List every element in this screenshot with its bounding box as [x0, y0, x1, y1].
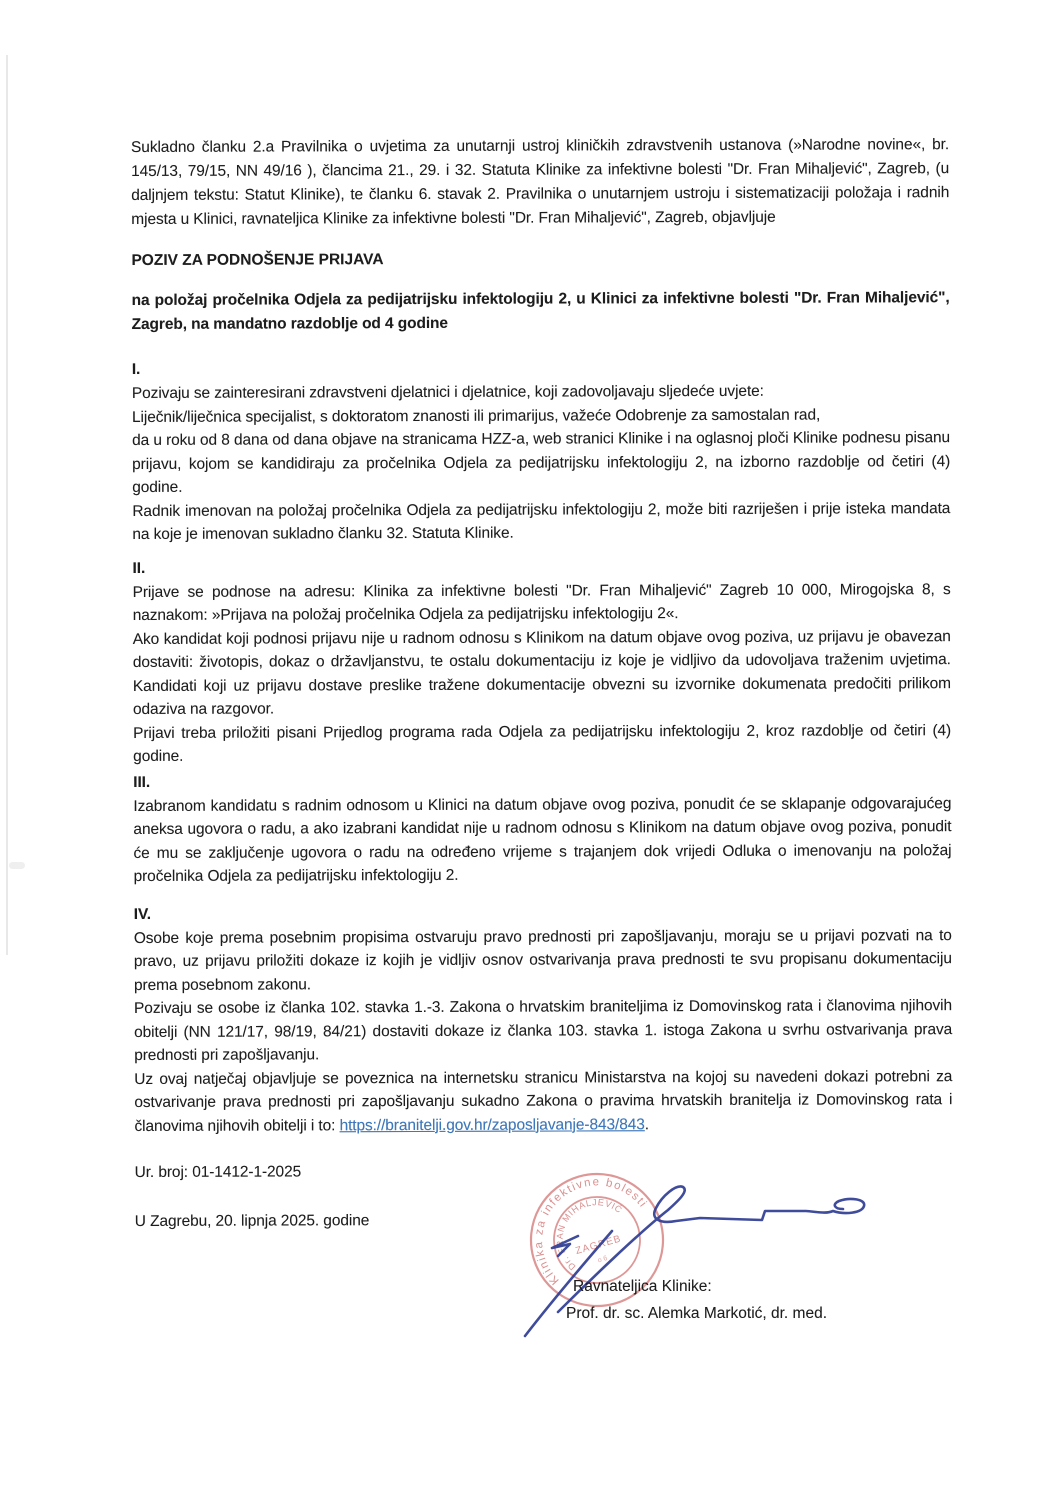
place-and-date: U Zagrebu, 20. lipnja 2025. godine [134, 1212, 370, 1230]
branitelji-hyperlink[interactable]: https://branitelji.gov.hr/zaposljavanje-843/843 [339, 1115, 645, 1134]
signature-name: Prof. dr. sc. Alemka Markotić, dr. med. [566, 1305, 828, 1322]
section-2-number: II. [132, 559, 146, 577]
reference-number: Ur. broj: 01-1412-1-2025 [134, 1163, 302, 1181]
section-1 [132, 355, 951, 546]
section-2-paragraph: Prijave se podnose na adresu: Klinika za infektivne bolesti "Dr. Fran Mihaljević" Zagreb 10 000, Mirogojska 8, s naznakom: »Prijava na položaj pročelnika Odjela za pedijatrijsku infektologiju 2«. [132, 580, 951, 624]
section-2-paragraph: Prijavi treba priložiti pisani Prijedlog programa rada Odjela za pedijatrijsku infektologiju 2, kroz razdoblje od četiri (4) godine. [133, 721, 952, 765]
document-title: POZIV ZA PODNOŠENJE PRIJAVA [131, 251, 384, 269]
stamp-inner-ring-text: Dr. FRAN MIHALJEVIĆ [554, 1197, 625, 1273]
link-paragraph-suffix: . [644, 1115, 649, 1133]
section-1-number: I. [131, 360, 141, 378]
section-2-paragraph: Ako kandidat koji podnosi prijavu nije u radnom odnosu s Klinikom na datum objave ovog poziva, uz prijavu je obavezan dostaviti: životopis, dokaz o državljanstvu, te ostalu dokumentaciju iz koje je vidljivo da udovoljava traženim uvjetima. Kandidati koji uz prijavu dostave preslike tražene dokumentacije obvezni su izvornike dokumenata predočiti prilikom odaziva na razgovor. [132, 627, 951, 718]
section-4-number: IV. [133, 905, 151, 923]
section-4-paragraph: Osobe koje prema posebnim propisima ostvaruju pravo prednosti pri zapošljavanju, moraju se u prijavi pozvati na to pravo, uz prijavu priložiti dokaze iz kojih je vidljiv osnov ostvarivanja prava prednosti te svu propisanu dokumentaciju prema posebnom zakonu. [133, 926, 952, 994]
stamp-ring-text: Klinika za infektivne bolesti [532, 1176, 650, 1287]
stamp-center-text: ZAGREB [574, 1233, 623, 1258]
section-1-paragraph: da u roku od 8 dana od dana objave na stranicama HZZ-a, web stranici Klinike i na oglasnoj ploči Klinike podnesu pisanu prijavu, kojom se kandidiraju za pročelnika Odjela za pedijatrijsku infektologiju 2, na izborno razdoblje od četiri (4) godine. [132, 429, 951, 496]
document-body [131, 133, 953, 1234]
section-4 [134, 900, 953, 1138]
section-3-paragraph: Izabranom kandidatu s radnim odnosom u Klinici na datum objave ovog poziva, ponudit će se sklapanje odgovarajućeg aneksa ugovora o radu, a ako izabrani kandidat nije u radnom odnosu s Klinikom na datum objave ovog poziva, ponudit će mu se zaključenje ugovora o radu na određeno vrijeme s trajanjem dok vrijedi Odluka o imenovanju na položaj pročelnika Odjela za pedijatrijsku infektologiju 2. [133, 794, 952, 885]
section-3 [133, 768, 951, 889]
section-4-paragraph: Pozivaju se osobe iz članka 102. stavka 1.-3. Zakona o hrvatskim braniteljima iz Domovinskog rata i članovima njihovih obitelji (NN 121/17, 98/19, 84/21) dostaviti dokaze iz članka 103. stavka 1. istoga Zakona u svrhu ostvarivanja prava prednosti pri zapošljavanju. [134, 997, 953, 1064]
scan-artifact-smudge [9, 862, 25, 869]
signature-role: Ravnateljica Klinike: [573, 1278, 712, 1295]
scan-artifact-line [6, 55, 8, 955]
position-subtitle: na položaj pročelnika Odjela za pedijatrijsku infektologiju 2, u Klinici za infektivne bolesti "Dr. Fran Mihaljević", Zagreb, na mandatno razdoblje od 4 godine [131, 289, 950, 333]
section-1-paragraph: Pozivaju se zainteresirani zdravstveni djelatnici i djelatnice, koji zadovoljavaju sljedeće uvjete: [131, 382, 764, 402]
section-2 [132, 554, 951, 769]
stamp-number-mark: o 6 [597, 1254, 609, 1265]
link-paragraph-prefix: Uz ovaj natječaj objavljuje se poveznica na internetsku stranicu Ministarstva na kojoj su navedeni dokazi potrebni za ostvarivanje prava prednosti pri zapošljavanju sukadno Zakona o pravima hrvatskih branitelja iz Domovinskog rata i članovima njihovih obitelji i to: [134, 1067, 953, 1135]
section-1-paragraph: Radnik imenovan na položaj pročelnika Odjela za pedijatrijsku infektologiju 2, može biti razriješen i prije isteka mandata na koje je imenovan sukladno članku 32. Statuta Klinike. [132, 499, 951, 543]
section-1-paragraph: Liječnik/liječnica specijalist, s doktoratom znanosti ili primarijus, važeće Odobrenje za samostalan rad, [131, 406, 821, 426]
handwritten-signature [500, 1180, 900, 1355]
signature-flourish [552, 1236, 578, 1256]
section-3-number: III. [133, 773, 151, 791]
section-4-link-paragraph [134, 1065, 952, 1138]
intro-paragraph: Sukladno članku 2.a Pravilnika o uvjetima za unutarnji ustroj kliničkih zdravstvenih ustanova (»Narodne novine«, br. 145/13, 79/15, NN 49/16 ), člancima 21., 29. i 32. Statuta Klinike za infektivne bolesti "Dr. Fran Mihaljević", Zagreb, (u daljnjem tekstu: Statut Klinike), te članku 6. stavak 2. Pravilnika o unutarnjem ustroju i sistematizaciji položaja i radnih mjesta u Klinici, ravnateljica Klinike za infektivne bolesti "Dr. Fran Mihaljević", Zagreb, objavljuje [131, 136, 950, 228]
